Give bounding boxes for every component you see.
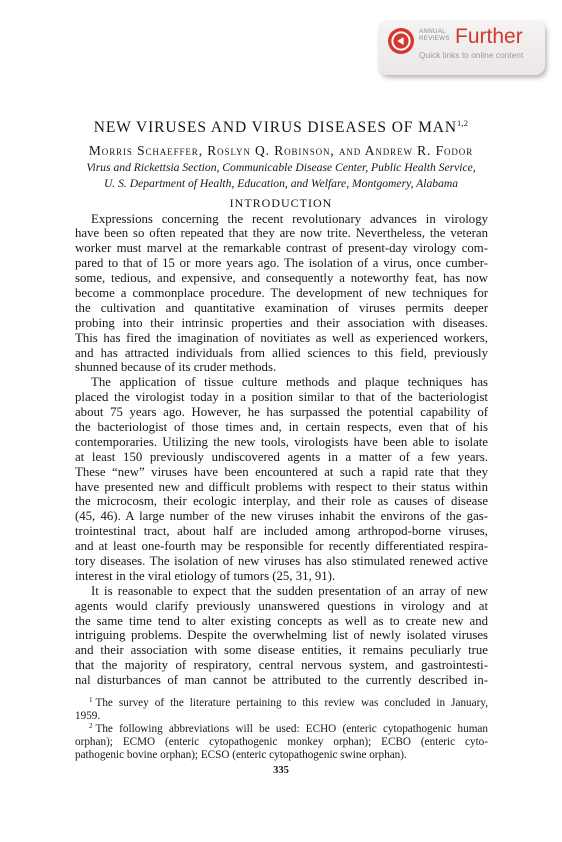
- title-footnote-refs: 1,2: [456, 118, 469, 128]
- body-text-line: tory diseases. The isolation of new viruses has also stimulated renewed active: [75, 553, 488, 568]
- section-heading: INTRODUCTION: [229, 196, 333, 210]
- body-text-line: intriguing problems. Despite the overwhelming list of newly isolated viruses: [75, 628, 488, 643]
- body-text-line: and has attracted individuals from allied sciences to this field, previously: [75, 345, 488, 360]
- footnote-text: The following abbreviations will be used: ECHO (enteric cytopathogenic human: [95, 722, 488, 735]
- footnote-marker: 2: [89, 721, 93, 730]
- affiliation-line: U. S. Department of Health, Education, and Welfare, Montgomery, Alabama: [103, 177, 459, 190]
- footnote-line: [75, 697, 488, 710]
- footnote-text: The survey of the literature pertaining to this review was concluded in January,: [95, 696, 488, 709]
- body-text-line: agents would clarify previously unanswered questions in virology and at: [75, 598, 488, 613]
- article-title: [0, 118, 562, 138]
- body-text-line: the bacteriologist of those times and, in certain respects, even that of his: [75, 419, 488, 434]
- body-text-line: shunned because of its cruder methods.: [75, 360, 277, 375]
- body-text-line: and at least one-fourth may be responsible for recently differentiated respira-: [75, 539, 488, 554]
- body-text-line: the same time tend to alter existing concepts as well as to create new and: [75, 613, 488, 628]
- body-text-line: that the majority of respiratory, central nervous system, and gastrointesti-: [75, 658, 488, 673]
- article-body: [75, 212, 488, 689]
- body-text-line: The application of tissue culture methods and plaque techniques has: [91, 375, 488, 390]
- body-text-line: Expressions concerning the recent revolutionary advances in virology: [91, 211, 488, 226]
- body-text-line: have presented new and difficult problems with respect to their status within: [75, 479, 488, 494]
- body-text-line: have been so often repeated that they are now trite. Nevertheless, the veteran: [75, 226, 488, 241]
- brand-reviews: REVIEWS: [419, 35, 450, 42]
- body-text-line: interest in the viral etiology of tumors (25, 31, 91).: [75, 568, 336, 583]
- footnote-line: orphan); ECMO (enteric cytopathogenic monkey orphan); ECBO (enteric cyto-: [75, 735, 488, 748]
- body-text-line: nal disturbances of man cannot be attributed to the currently described in-: [75, 673, 488, 688]
- body-text-line: pared to that of 15 or more years ago. The isolation of a virus, once cumber-: [75, 256, 488, 271]
- body-text-line: become a commonplace procedure. The development of new techniques for: [75, 285, 488, 300]
- rewind-circle-icon: [388, 28, 414, 54]
- body-text-line: This has fired the imagination of novitiates as well as experienced workers,: [75, 330, 488, 345]
- body-text-line: and their association with some disease entities, it remains peculiarly true: [75, 643, 488, 658]
- paragraph: [75, 375, 488, 583]
- footnote: [75, 723, 488, 762]
- footnote-marker: 1: [89, 695, 93, 704]
- further-label: Further: [455, 25, 523, 48]
- footnote-line: 1959.: [75, 709, 101, 722]
- affiliation-line: Virus and Rickettsia Section, Communicable Disease Center, Public Health Service,: [86, 161, 476, 174]
- further-links-badge[interactable]: [378, 20, 545, 75]
- body-text-line: some, tedious, and expensive, and consequently a noteworthy feat, has now: [75, 271, 488, 286]
- body-text-line: worker must marvel at the remarkable contrast of present-day virology com-: [75, 241, 488, 256]
- body-text-line: about 75 years ago. However, he has surpassed the potential capability of: [75, 405, 488, 420]
- body-text-line: placed the virologist today in a position similar to that of the bacteriologist: [75, 390, 488, 405]
- body-text-line: trointestinal tract, about half are included among arthropod-borne viruses,: [75, 524, 488, 539]
- further-tagline: Quick links to online content: [419, 50, 524, 60]
- body-text-line: It is reasonable to expect that the sudden presentation of an array of new: [91, 583, 488, 598]
- body-text-line: at least 150 previously undiscovered agents in a matter of a few years.: [75, 449, 488, 464]
- footnotes: [75, 697, 488, 762]
- article-title-text: NEW VIRUSES AND VIRUS DISEASES OF MAN: [93, 119, 457, 136]
- body-text-line: (45, 46). A large number of the new viruses inhabit the environs of the gas-: [75, 509, 488, 524]
- paragraph: [75, 212, 488, 376]
- body-text-line: These “new” viruses have been encountered at such a rapid rate that they: [75, 464, 488, 479]
- body-text-line: contemporaries. Utilizing the new tools, virologists have been able to isolate: [75, 434, 488, 449]
- body-text-line: the microcosm, their ecologic interplay, and their role as causes of disease: [75, 494, 488, 509]
- body-text-line: probing into their intrinsic properties and their association with diseases.: [75, 315, 488, 330]
- footnote-line: [75, 723, 488, 736]
- footnote: [75, 697, 488, 723]
- article-authors: Morris Schaeffer, Roslyn Q. Robinson, and Andrew R. Fodor: [88, 143, 474, 158]
- brand-annual: ANNUAL: [419, 28, 446, 35]
- footnote-line: pathogenic bovine orphan); ECSO (enteric cytopathogenic swine orphan).: [75, 748, 407, 761]
- page-number: 335: [273, 765, 289, 776]
- body-text-line: the cultivation and quantitative examination of viruses permits deeper: [75, 300, 488, 315]
- paragraph: [75, 584, 488, 688]
